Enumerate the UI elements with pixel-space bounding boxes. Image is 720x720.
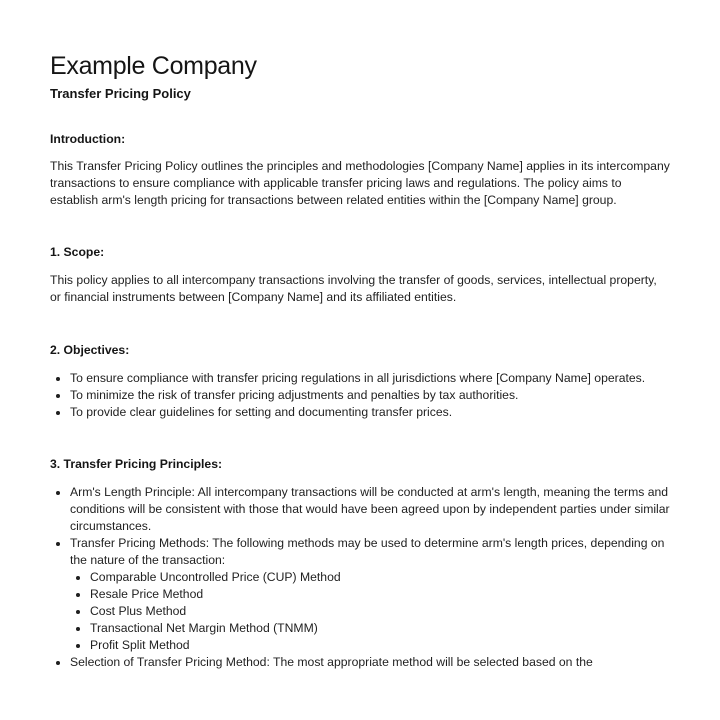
method-item: Cost Plus Method (70, 603, 670, 620)
objectives-heading: 2. Objectives: (50, 343, 130, 357)
principle-item-method-selection: Selection of Transfer Pricing Method: The most appropriate method will be selected based on the (50, 654, 670, 671)
scope-heading: 1. Scope: (50, 245, 105, 259)
method-item: Profit Split Method (70, 637, 670, 654)
objective-item: To ensure compliance with transfer pricing regulations in all jurisdictions where [Company Name] operates. (50, 370, 670, 387)
introduction-heading: Introduction: (50, 132, 126, 146)
objective-item: To provide clear guidelines for setting and documenting transfer prices. (50, 404, 670, 421)
methods-sublist (70, 569, 670, 654)
company-title: Example Company (50, 52, 257, 80)
principle-item-methods (50, 535, 670, 654)
principles-heading: 3. Transfer Pricing Principles: (50, 457, 223, 471)
scope-text: This policy applies to all intercompany transactions involving the transfer of goods, services, intellectual property, or financial instruments between [Company Name] and its affiliated entities. (50, 273, 657, 304)
objectives-list (50, 370, 670, 421)
method-item: Comparable Uncontrolled Price (CUP) Method (70, 569, 670, 586)
principle-item-arms-length: Arm's Length Principle: All intercompany transactions will be conducted at arm's length, meaning the terms and conditions will be consistent with those that would have been agreed upon by independent parties under similar circumstances. (50, 484, 670, 535)
method-item: Resale Price Method (70, 586, 670, 603)
principles-list (50, 484, 670, 671)
objective-item: To minimize the risk of transfer pricing adjustments and penalties by tax authorities. (50, 387, 670, 404)
policy-subtitle: Transfer Pricing Policy (50, 86, 191, 101)
method-item: Transactional Net Margin Method (TNMM) (70, 620, 670, 637)
principle-methods-text: Transfer Pricing Methods: The following methods may be used to determine arm's length prices, depending on the nature of the transaction: (70, 536, 665, 567)
document-content (50, 50, 670, 671)
introduction-text: This Transfer Pricing Policy outlines the principles and methodologies [Company Name] applies in its intercompany transactions to ensure compliance with applicable transfer pricing laws and regulations. The policy aims to establish arm's length pricing for transactions between related entities within the [Company Name] group. (50, 159, 670, 207)
